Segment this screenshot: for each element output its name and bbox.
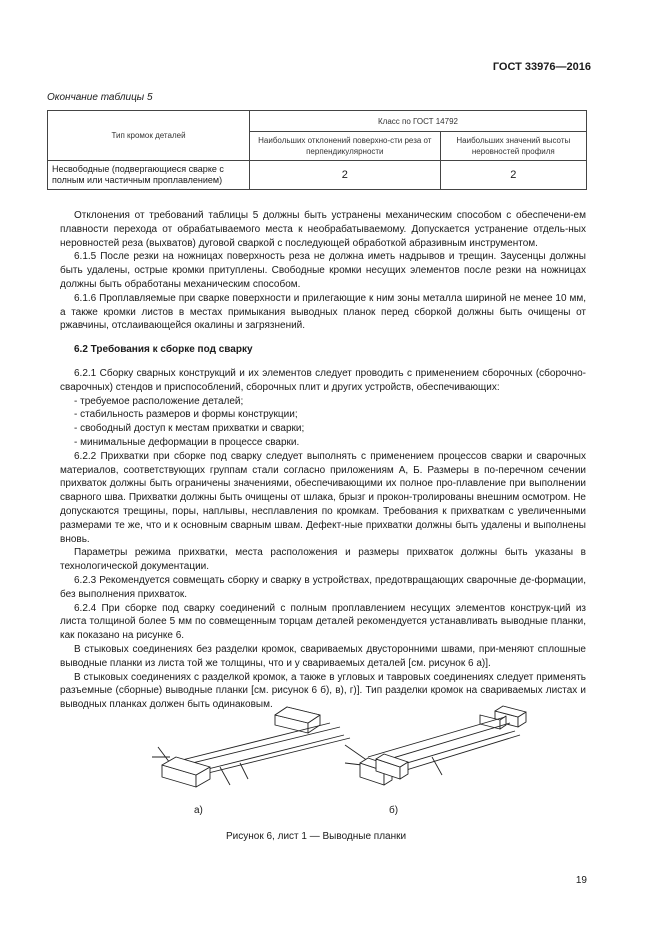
list-item: - минимальные деформации в процессе сварки. bbox=[74, 436, 300, 448]
paragraph: В стыковых соединениях с разделкой кромок, а также в угловых и тавровых соединениях следует применять разъемные (сборные) выводные планки [см. рисунок 6 б), в), г)]. Тип разделки кромок на свариваемых листах и выводных планках должен быть одинаковым. bbox=[60, 671, 586, 711]
section-heading: 6.2 Требования к сборке под сварку bbox=[74, 344, 253, 356]
cell-edge-type: Несвободные (подвергающиеся сварке с полным или частичным проплавлением) bbox=[48, 161, 250, 190]
figure-runoff-tabs bbox=[140, 705, 540, 800]
figure-b-drawing bbox=[345, 706, 526, 785]
cell-roughness-value: 2 bbox=[440, 161, 586, 190]
paragraph: 6.2.4 При сборке под сварку соединений с полным проплавлением несущих элементов конструк-ций из листа толщиной более 5 мм по совмещенным торцам деталей рекомендуется устанавливать выводные планки, как показано на рисунке 6. bbox=[60, 602, 586, 642]
document-header: ГОСТ 33976—2016 bbox=[492, 61, 591, 73]
figure-label-b: б) bbox=[389, 805, 399, 816]
page-number: 19 bbox=[575, 875, 587, 886]
list-item: - требуемое расположение деталей; bbox=[74, 395, 244, 407]
paragraph: 6.2.2 Прихватки при сборке под сварку следует выполнять с применением процессов сварки и сварочных материалов, соответствующих группам стали согласно приложениям А, Б. Размеры в по-перечном сечении прихваток должны быть ограничены значениями, обеспечивающими их полное про-плавление при выполнении сварного шва. Прихватки должны быть очищены от шлака, брызг и прокон-тролированы внешним осмотром. Не допускаются трещины, поры, наплывы, несплавления по кромкам. Требования к прихваткам с увеличенными размерами те же, что и к основным сварным швам. Дефект-ные прихватки должны быть удалены и выполнены вновь. bbox=[60, 450, 586, 545]
col-header-type: Тип кромок деталей bbox=[48, 111, 250, 161]
table-row bbox=[48, 161, 587, 190]
body-text bbox=[60, 209, 586, 712]
paragraph: 6.2.1 Сборку сварных конструкций и их элементов следует проводить с применением сборочных (сборочно-сварочных) стендов и приспособлений, сборочных плит и других устройств, обеспечивающих: bbox=[60, 367, 586, 393]
cell-deviation-value: 2 bbox=[250, 161, 441, 190]
figure-caption: Рисунок 6, лист 1 — Выводные планки bbox=[226, 831, 407, 842]
paragraph: В стыковых соединениях без разделки кромок, свариваемых двусторонними швами, при-меняют сплошные выводные планки из листа той же толщины, что и у свариваемых деталей [см. рисунок 6 а)]. bbox=[60, 643, 586, 669]
col-header-class: Класс по ГОСТ 14792 bbox=[250, 111, 587, 132]
paragraph: Отклонения от требований таблицы 5 должны быть устранены механическим способом с обеспечени-ем плавности перехода от обрабатываемого места к необрабатываемому. Допускается устранение отдель-ных неровностей реза (выхватов) дуговой сваркой с последующей обработкой абразивным инструментом. bbox=[60, 210, 586, 249]
figure-label-a: а) bbox=[194, 805, 203, 816]
paragraph: Параметры режима прихватки, места расположения и размеры прихваток должны быть указаны в технологической документации. bbox=[60, 547, 586, 573]
table-5 bbox=[47, 110, 587, 190]
list-item: - свободный доступ к местам прихватки и сварки; bbox=[74, 423, 305, 435]
col-header-roughness: Наибольших значений высоты неровностей профиля bbox=[440, 132, 586, 161]
paragraph: 6.1.6 Проплавляемые при сварке поверхности и прилегающие к ним зоны металла шириной не менее 10 мм, а также кромки листов в местах примыкания выводных планок перед сборкой должны быть очищены от ржавчины, отслаивающейся окалины и загрязнений. bbox=[60, 292, 586, 332]
figure-a-drawing bbox=[152, 707, 350, 787]
paragraph: 6.2.3 Рекомендуется совмещать сборку и сварку в устройствах, предотвращающих сварочные де-формации, без выполнения прихваток. bbox=[60, 574, 586, 600]
table-caption: Окончание таблицы 5 bbox=[47, 92, 153, 103]
list-item: - стабильность размеров и формы конструкции; bbox=[74, 409, 298, 421]
paragraph: 6.1.5 После резки на ножницах поверхность реза не должна иметь надрывов и трещин. Заусенцы должны быть удалены, острые кромки притуплены. Свободные кромки несущих элементов после резки на ножницах должны быть обработаны механическим способом. bbox=[60, 251, 586, 290]
col-header-deviation: Наибольших отклонений поверхно-сти реза от перпендикулярности bbox=[250, 132, 441, 161]
